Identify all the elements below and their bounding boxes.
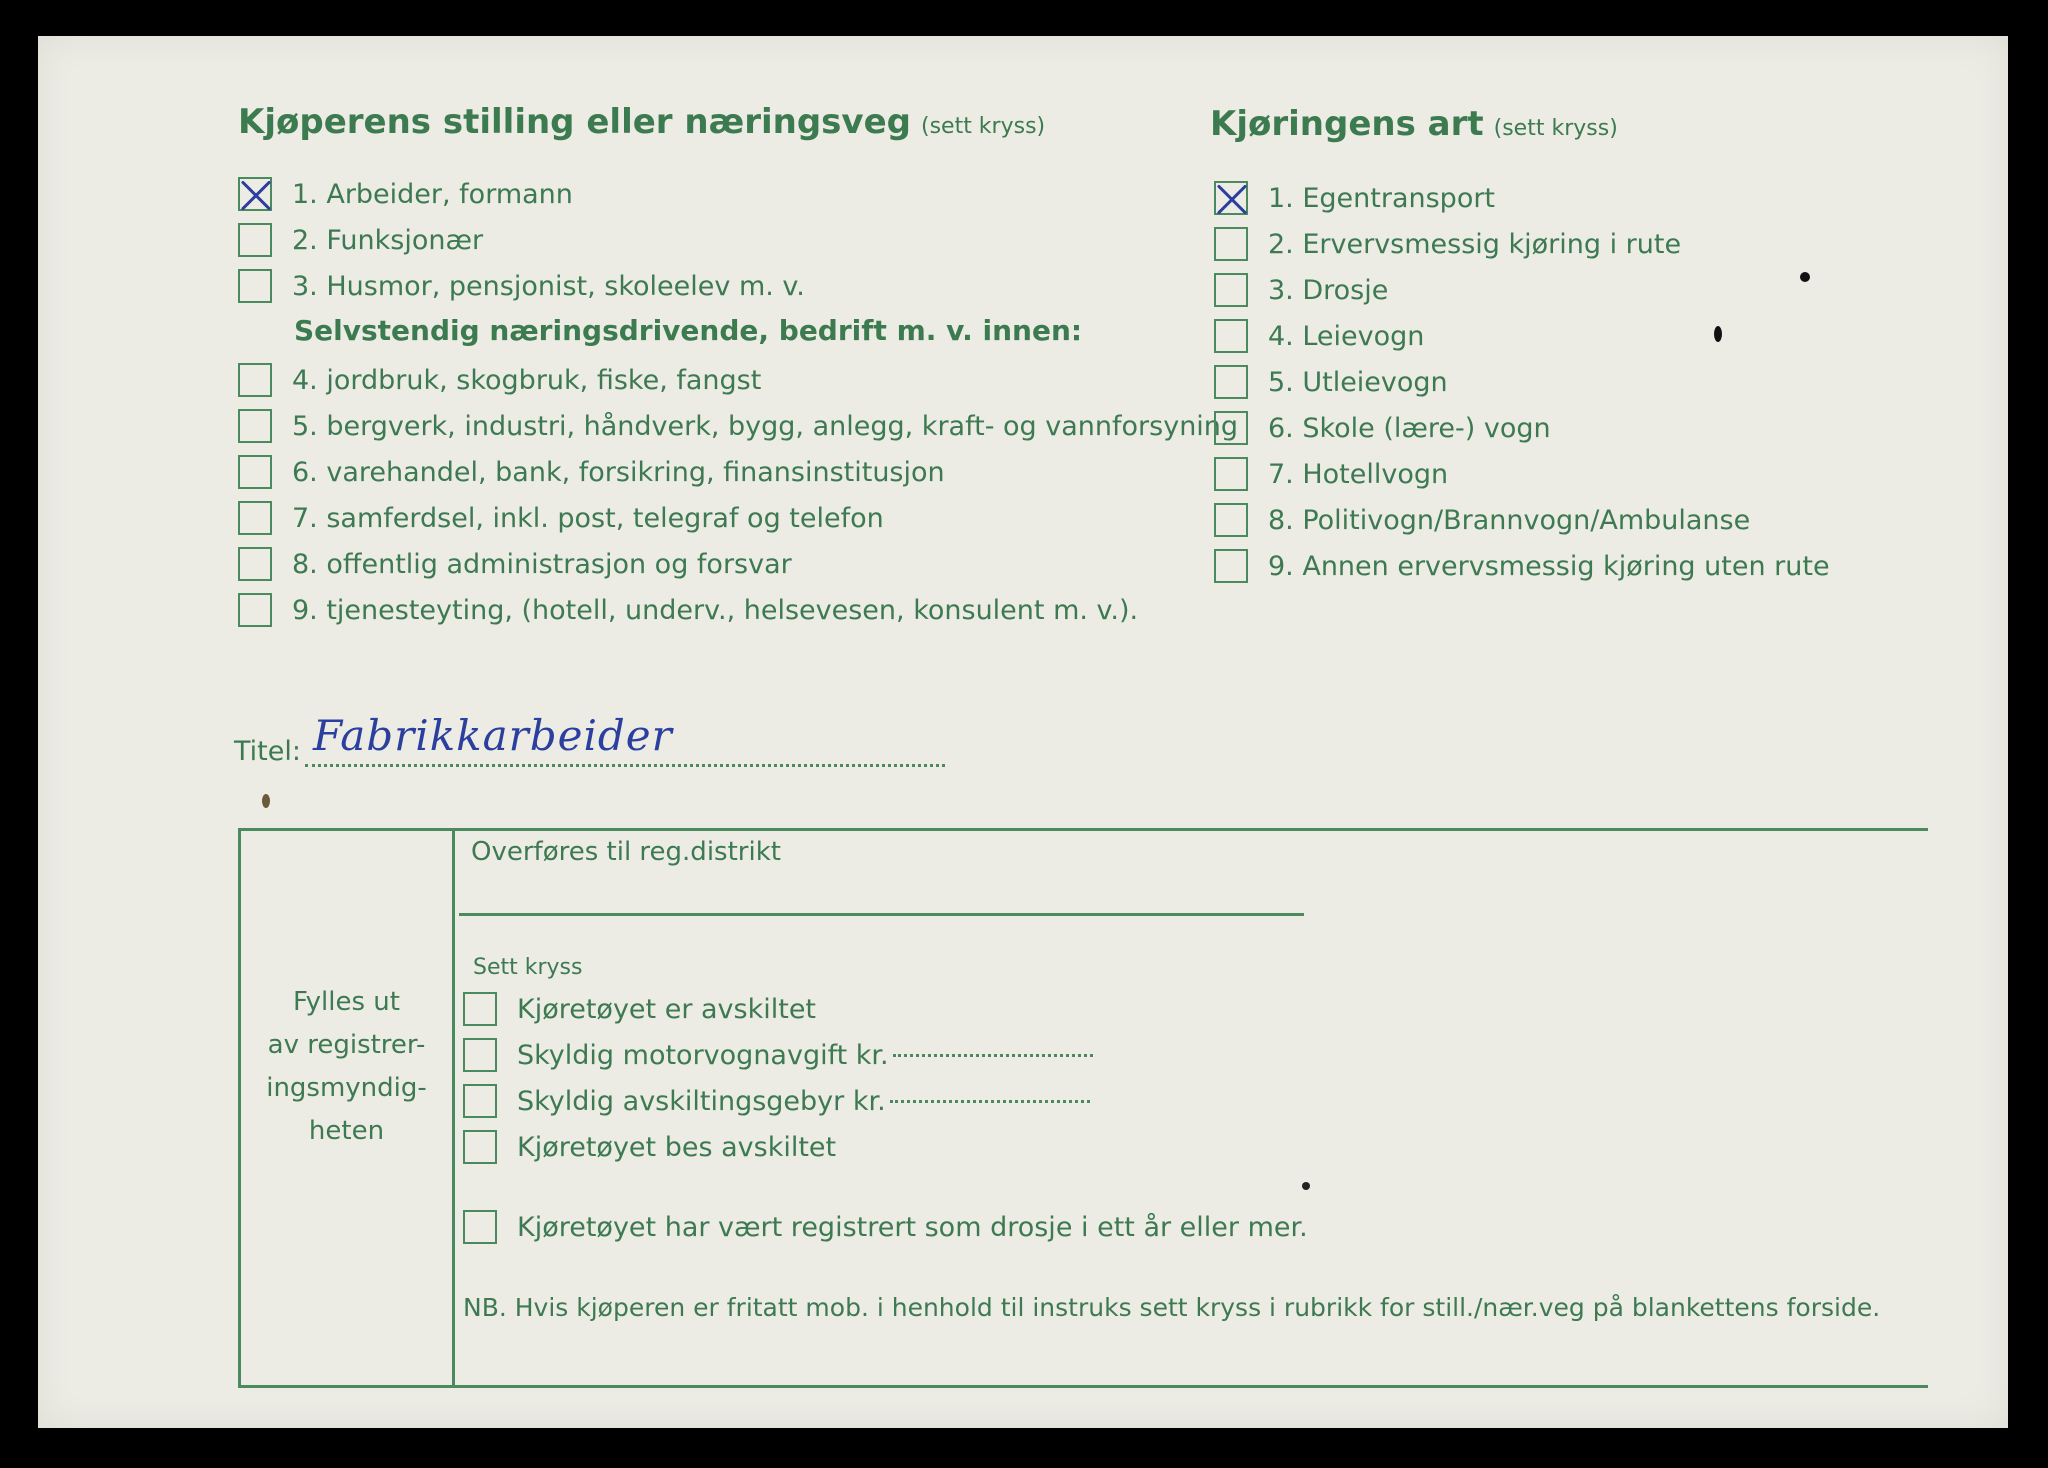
checkbox[interactable] xyxy=(1214,365,1248,399)
titel-line xyxy=(305,711,945,767)
paper-speck xyxy=(262,794,270,808)
checkbox[interactable] xyxy=(238,223,272,257)
left-heading xyxy=(238,102,1045,142)
titel-label: Titel: xyxy=(234,736,301,767)
left-item-3[interactable] xyxy=(238,264,805,308)
left-item-1[interactable] xyxy=(238,172,573,216)
right-item-1[interactable] xyxy=(1214,176,1495,220)
reg-check-avskiltet[interactable] xyxy=(463,987,816,1031)
reg-label-line-4: heten xyxy=(308,1116,385,1146)
left-sub-item-7[interactable] xyxy=(238,496,884,540)
checkbox[interactable] xyxy=(1214,273,1248,307)
registration-box xyxy=(238,828,1928,1388)
checkbox[interactable] xyxy=(463,1130,497,1164)
checkbox[interactable] xyxy=(238,547,272,581)
left-sub-item-label: 7. samferdsel, inkl. post, telegraf og telefon xyxy=(292,502,884,534)
right-item-3[interactable] xyxy=(1214,268,1388,312)
titel-handwritten-value: Fabrikkarbeider xyxy=(312,711,673,760)
left-sub-item-8[interactable] xyxy=(238,542,792,586)
checkbox[interactable] xyxy=(463,992,497,1026)
reg-label-line-2: av registrer- xyxy=(267,1030,426,1060)
left-sub-item-5[interactable] xyxy=(238,404,1238,448)
right-item-label: 4. Leievogn xyxy=(1268,320,1425,352)
checkbox[interactable] xyxy=(238,501,272,535)
left-heading-note: (sett kryss) xyxy=(920,114,1046,139)
left-subheading: Selvstendig næringsdrivende, bedrift m. v. innen: xyxy=(294,314,1083,347)
right-item-label: 7. Hotellvogn xyxy=(1268,458,1449,490)
right-heading xyxy=(1210,104,1618,144)
right-item-9[interactable] xyxy=(1214,544,1830,588)
right-item-7[interactable] xyxy=(1214,452,1448,496)
reg-check-label: Skyldig avskiltingsgebyr kr. xyxy=(517,1085,886,1117)
checkbox[interactable] xyxy=(1214,503,1248,537)
reg-check-label: Skyldig motorvognavgift kr. xyxy=(517,1039,889,1071)
checkbox[interactable] xyxy=(1214,319,1248,353)
left-sub-item-label: 6. varehandel, bank, forsikring, finansinstitusjon xyxy=(292,456,945,488)
left-item-label: 1. Arbeider, formann xyxy=(292,178,573,210)
titel-field[interactable] xyxy=(234,711,945,767)
show-through-decoration xyxy=(828,166,1028,226)
right-item-label: 8. Politivogn/Brannvogn/Ambulanse xyxy=(1268,504,1751,536)
sett-kryss-label: Sett kryss xyxy=(473,955,583,980)
left-sub-item-4[interactable] xyxy=(238,358,761,402)
checkbox[interactable] xyxy=(1214,227,1248,261)
reg-check-avskiltingsgebyr[interactable] xyxy=(463,1079,1090,1123)
left-sub-item-9[interactable] xyxy=(238,588,1138,632)
checkbox[interactable] xyxy=(238,593,272,627)
right-item-4[interactable] xyxy=(1214,314,1424,358)
reg-label-line-1: Fylles ut xyxy=(293,987,400,1017)
right-item-6[interactable] xyxy=(1214,406,1551,450)
checkbox[interactable] xyxy=(1214,411,1248,445)
right-heading-text: Kjøringens art xyxy=(1210,104,1484,144)
right-heading-note: (sett kryss) xyxy=(1493,116,1618,141)
left-heading-text: Kjøperens stilling eller næringsveg xyxy=(238,102,911,142)
paper-speck xyxy=(1800,272,1810,282)
right-item-label: 1. Egentransport xyxy=(1268,182,1496,214)
right-item-8[interactable] xyxy=(1214,498,1750,542)
reg-check-motorvognavgift[interactable] xyxy=(463,1033,1093,1077)
right-item-label: 3. Drosje xyxy=(1268,274,1389,306)
amount-dotted-line[interactable] xyxy=(893,1054,1093,1057)
reg-check-label: Kjøretøyet bes avskiltet xyxy=(517,1131,837,1163)
checkbox-checked[interactable] xyxy=(238,177,272,211)
overfores-input-line[interactable] xyxy=(459,913,1304,916)
right-item-5[interactable] xyxy=(1214,360,1448,404)
left-item-label: 2. Funksjonær xyxy=(292,224,484,256)
checkbox[interactable] xyxy=(238,455,272,489)
right-item-2[interactable] xyxy=(1214,222,1681,266)
left-sub-item-label: 4. jordbruk, skogbruk, fiske, fangst xyxy=(292,364,762,396)
right-item-label: 5. Utleievogn xyxy=(1268,366,1448,398)
checkbox[interactable] xyxy=(238,269,272,303)
nb-note: NB. Hvis kjøperen er fritatt mob. i henhold til instruks sett kryss i rubrikk for still./nær.veg på blankettens forside. xyxy=(463,1293,1881,1322)
left-item-label: 3. Husmor, pensjonist, skoleelev m. v. xyxy=(292,270,805,302)
reg-check-label: Kjøretøyet er avskiltet xyxy=(517,993,817,1025)
left-sub-item-label: 8. offentlig administrasjon og forsvar xyxy=(292,548,792,580)
checkbox[interactable] xyxy=(238,363,272,397)
amount-dotted-line[interactable] xyxy=(890,1100,1090,1103)
form-paper xyxy=(38,36,2008,1428)
left-sub-item-label: 5. bergverk, industri, håndverk, bygg, anlegg, kraft- og vannforsyning xyxy=(292,410,1239,442)
left-sub-item-6[interactable] xyxy=(238,450,945,494)
right-item-label: 2. Ervervsmessig kjøring i rute xyxy=(1268,228,1682,260)
registration-divider xyxy=(452,831,455,1385)
paper-speck xyxy=(1714,326,1722,342)
paper-speck xyxy=(1302,1182,1310,1190)
reg-check-bes-avskiltet[interactable] xyxy=(463,1125,836,1169)
checkbox[interactable] xyxy=(463,1210,497,1244)
reg-label-line-3: ingsmyndig- xyxy=(266,1073,427,1103)
checkbox[interactable] xyxy=(463,1084,497,1118)
reg-check-label: Kjøretøyet har vært registrert som drosje i ett år eller mer. xyxy=(517,1211,1308,1243)
left-item-2[interactable] xyxy=(238,218,483,262)
checkbox-checked[interactable] xyxy=(1214,181,1248,215)
left-sub-item-label: 9. tjenesteyting, (hotell, underv., helsevesen, konsulent m. v.). xyxy=(292,594,1139,626)
right-item-label: 9. Annen ervervsmessig kjøring uten rute xyxy=(1268,550,1830,582)
reg-check-drosje[interactable] xyxy=(463,1205,1308,1249)
registration-authority-label xyxy=(241,981,452,1153)
right-item-label: 6. Skole (lære-) vogn xyxy=(1268,412,1551,444)
overfores-label: Overføres til reg.distrikt xyxy=(471,837,781,867)
checkbox[interactable] xyxy=(1214,457,1248,491)
checkbox[interactable] xyxy=(463,1038,497,1072)
checkbox[interactable] xyxy=(238,409,272,443)
checkbox[interactable] xyxy=(1214,549,1248,583)
